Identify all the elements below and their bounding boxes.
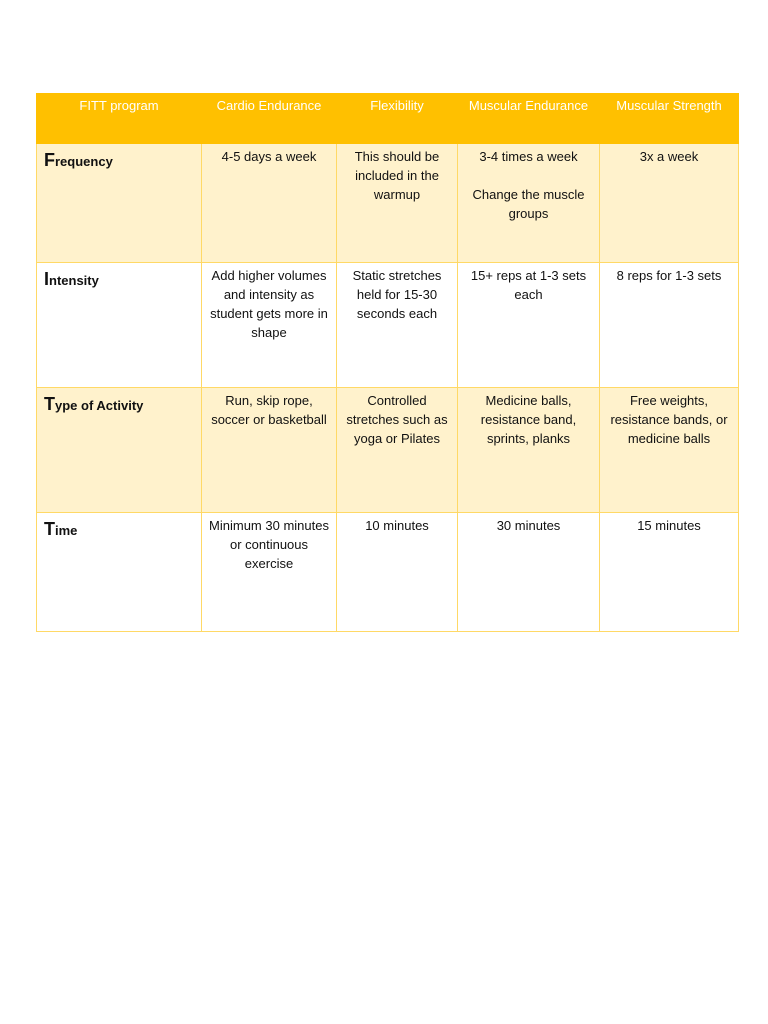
row-label-initial: T — [44, 519, 55, 539]
cell-time-cardio: Minimum 30 minutes or continuous exercise — [202, 513, 337, 632]
row-label-frequency — [37, 144, 202, 263]
row-label-type-of-activity — [37, 388, 202, 513]
cell-frequency-cardio: 4-5 days a week — [202, 144, 337, 263]
cell-frequency-muscular-strength: 3x a week — [600, 144, 739, 263]
header-cardio-endurance: Cardio Endurance — [202, 94, 337, 144]
row-label-rest: ntensity — [49, 273, 99, 288]
row-label-initial: F — [44, 150, 55, 170]
cell-frequency-muscular-endurance — [458, 144, 600, 263]
cell-type-muscular-endurance: Medicine balls, resistance band, sprints, planks — [458, 388, 600, 513]
row-label-rest: requency — [55, 154, 113, 169]
cell-intensity-flexibility: Static stretches held for 15-30 seconds each — [337, 263, 458, 388]
fitt-table — [36, 93, 739, 632]
table-header-row — [37, 94, 739, 144]
cell-type-muscular-strength: Free weights, resistance bands, or medicine balls — [600, 388, 739, 513]
cell-intensity-muscular-strength: 8 reps for 1-3 sets — [600, 263, 739, 388]
cell-time-muscular-endurance: 30 minutes — [458, 513, 600, 632]
header-muscular-strength: Muscular Strength — [600, 94, 739, 144]
cell-text: Change the muscle groups — [472, 187, 585, 221]
cell-time-muscular-strength: 15 minutes — [600, 513, 739, 632]
cell-intensity-cardio: Add higher volumes and intensity as student gets more in shape — [202, 263, 337, 388]
row-label-intensity — [37, 263, 202, 388]
table-row-intensity — [37, 263, 739, 388]
row-label-initial: I — [44, 269, 50, 289]
header-flexibility: Flexibility — [337, 94, 458, 144]
table-row-frequency — [37, 144, 739, 263]
table-row-time — [37, 513, 739, 632]
cell-text: 3-4 times a week — [479, 149, 578, 164]
header-fitt-program: FITT program — [37, 94, 202, 144]
row-label-rest: ime — [55, 523, 78, 538]
cell-type-cardio: Run, skip rope, soccer or basketball — [202, 388, 337, 513]
cell-type-flexibility: Controlled stretches such as yoga or Pilates — [337, 388, 458, 513]
cell-frequency-flexibility: This should be included in the warmup — [337, 144, 458, 263]
row-label-time — [37, 513, 202, 632]
table-row-type-of-activity — [37, 388, 739, 513]
header-muscular-endurance: Muscular Endurance — [458, 94, 600, 144]
cell-intensity-muscular-endurance: 15+ reps at 1-3 sets each — [458, 263, 600, 388]
row-label-initial: T — [44, 394, 55, 414]
cell-time-flexibility: 10 minutes — [337, 513, 458, 632]
row-label-rest: ype of Activity — [55, 398, 144, 413]
